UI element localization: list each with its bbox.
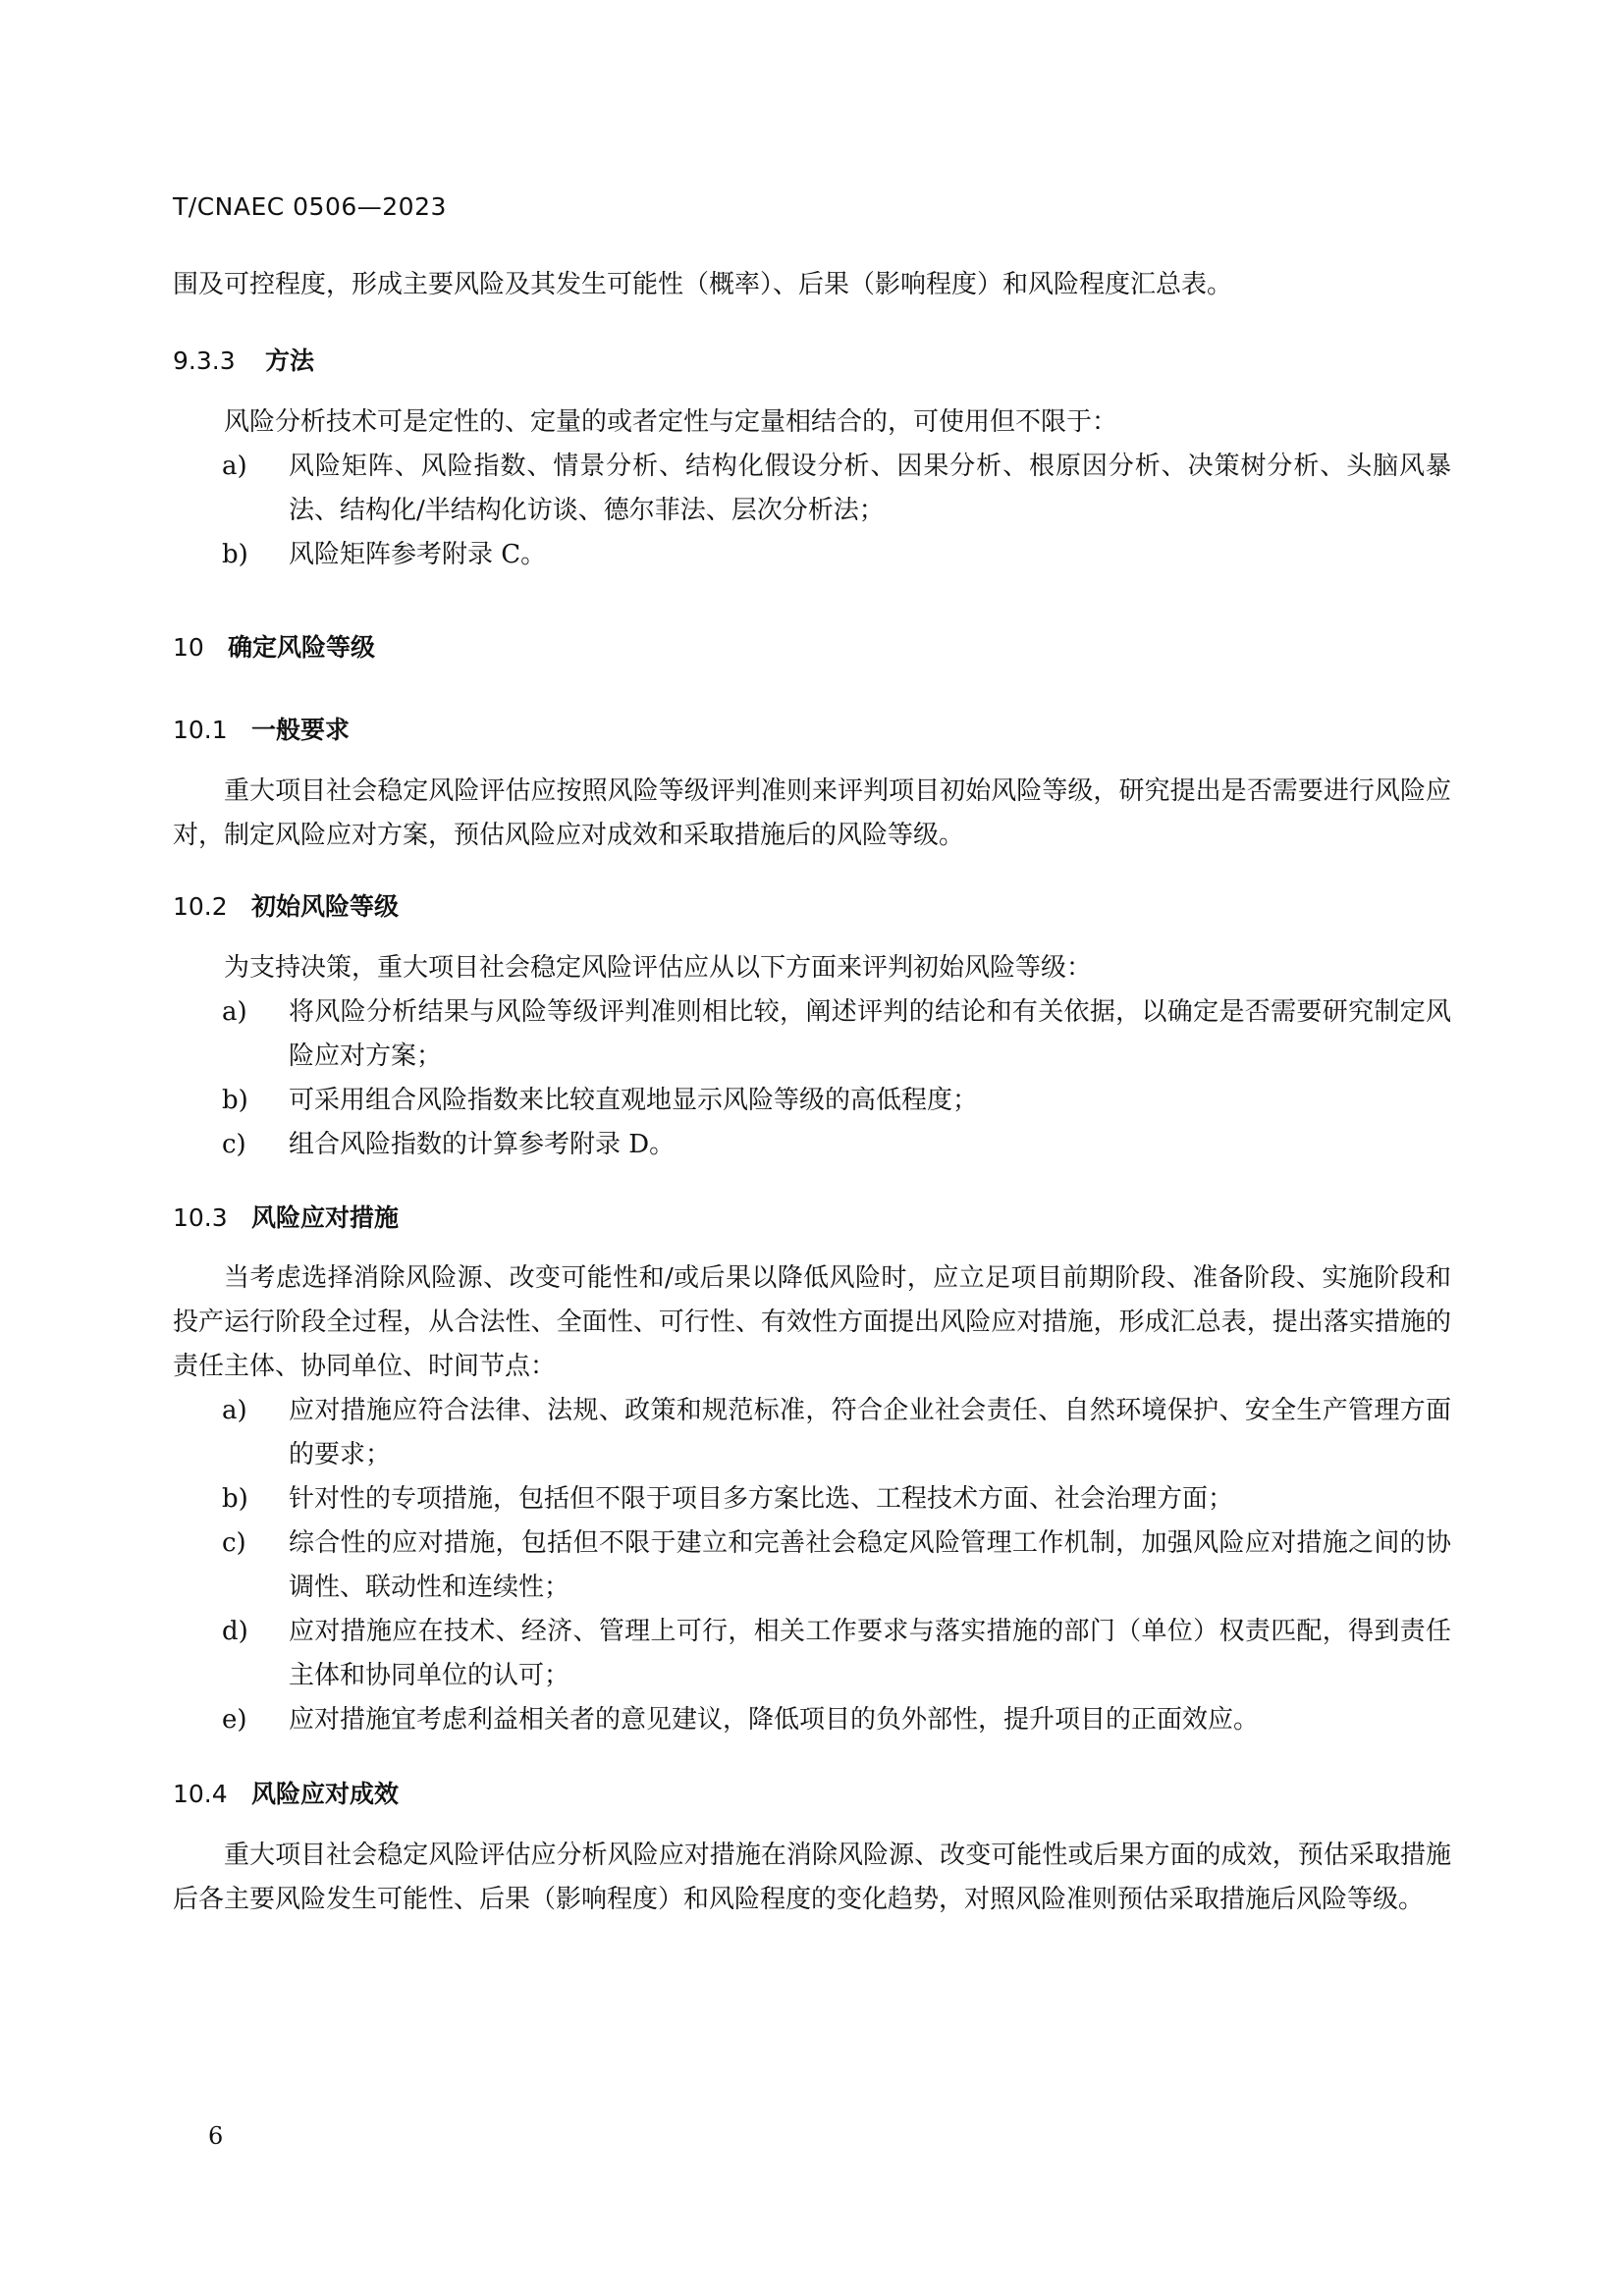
page-number: 6	[208, 2122, 224, 2150]
section-number: 10.4	[173, 1780, 228, 1808]
list-marker: c)	[222, 1528, 246, 1558]
section-number: 9.3.3	[173, 347, 236, 375]
list-item	[222, 1610, 1451, 1698]
list-item	[222, 1477, 1451, 1522]
section-title: 风险应对措施	[251, 1203, 400, 1232]
list-item	[222, 1079, 1451, 1123]
list-item	[222, 1522, 1451, 1610]
list-item-text: 综合性的应对措施，包括但不限于建立和完善社会稳定风险管理工作机制，加强风险应对措施之间的协调性、联动性和连续性；	[289, 1528, 1451, 1602]
paragraph-10-2-intro: 为支持决策，重大项目社会稳定风险评估应从以下方面来评判初始风险等级：	[224, 953, 1093, 983]
list-item-text: 应对措施应符合法律、法规、政策和规范标准，符合企业社会责任、自然环境保护、安全生产管理方面的要求；	[289, 1396, 1451, 1469]
list-marker: d)	[222, 1617, 248, 1646]
list-item-text: 风险矩阵参考附录 C。	[289, 540, 547, 569]
section-number: 10.3	[173, 1203, 228, 1232]
list-item	[222, 1123, 1451, 1167]
section-title: 方法	[265, 347, 315, 375]
heading-10-2	[173, 887, 399, 923]
section-number: 10.2	[173, 892, 228, 921]
list-marker: a)	[222, 997, 247, 1027]
paragraph-10-4: 重大项目社会稳定风险评估应分析风险应对措施在消除风险源、改变可能性或后果方面的成效，预估采取措施后各主要风险发生可能性、后果（影响程度）和风险程度的变化趋势，对照风险准则预估采取措施后风险等级。	[173, 1841, 1451, 1914]
list-marker: b)	[222, 1484, 248, 1514]
list-item-text: 风险矩阵、风险指数、情景分析、结构化假设分析、因果分析、根原因分析、决策树分析、头脑风暴法、结构化/半结构化访谈、德尔菲法、层次分析法；	[289, 452, 1451, 525]
heading-10-3	[173, 1199, 399, 1234]
list-item	[222, 990, 1451, 1079]
list-item-text: 针对性的专项措施，包括但不限于项目多方案比选、工程技术方面、社会治理方面；	[289, 1484, 1234, 1514]
paragraph-9-3-3-intro: 风险分析技术可是定性的、定量的或者定性与定量相结合的，可使用但不限于：	[224, 407, 1118, 437]
list-item-text: 可采用组合风险指数来比较直观地显示风险等级的高低程度；	[289, 1086, 979, 1115]
paragraph-10-3-intro: 当考虑选择消除风险源、改变可能性和/或后果以降低风险时，应立足项目前期阶段、准备阶段、实施阶段和投产运行阶段全过程，从合法性、全面性、可行性、有效性方面提出风险应对措施，形成汇总表，提出落实措施的责任主体、协同单位、时间节点：	[173, 1263, 1451, 1381]
list-item	[222, 1389, 1451, 1477]
section-number: 10	[173, 633, 204, 662]
section-title: 风险应对成效	[251, 1780, 400, 1808]
heading-9-3-3	[173, 342, 314, 377]
heading-10	[173, 628, 375, 664]
standard-number: T/CNAEC 0506—2023	[173, 192, 447, 221]
paragraph-10-1: 重大项目社会稳定风险评估应按照风险等级评判准则来评判项目初始风险等级，研究提出是否需要进行风险应对，制定风险应对方案，预估风险应对成效和采取措施后的风险等级。	[173, 776, 1451, 850]
section-title: 初始风险等级	[251, 892, 400, 921]
continuation-paragraph: 围及可控程度，形成主要风险及其发生可能性（概率）、后果（影响程度）和风险程度汇总表。	[173, 270, 1233, 299]
heading-10-1	[173, 711, 350, 746]
list-marker: a)	[222, 452, 247, 481]
section-number: 10.1	[173, 716, 228, 744]
list-marker: a)	[222, 1396, 247, 1425]
list-item	[222, 1698, 1451, 1742]
list-marker: e)	[222, 1705, 247, 1735]
list-item-text: 应对措施应在技术、经济、管理上可行，相关工作要求与落实措施的部门（单位）权责匹配，得到责任主体和协同单位的认可；	[289, 1617, 1451, 1690]
list-item-text: 应对措施宜考虑利益相关者的意见建议，降低项目的负外部性，提升项目的正面效应。	[289, 1705, 1260, 1735]
list-marker: c)	[222, 1130, 246, 1159]
section-title: 一般要求	[251, 716, 351, 744]
list-item	[222, 533, 1451, 577]
list-marker: b)	[222, 540, 248, 569]
heading-10-4	[173, 1775, 399, 1810]
list-item-text: 将风险分析结果与风险等级评判准则相比较，阐述评判的结论和有关依据，以确定是否需要研究制定风险应对方案；	[289, 997, 1451, 1071]
list-item-text: 组合风险指数的计算参考附录 D。	[289, 1130, 676, 1159]
list-item	[222, 445, 1451, 533]
section-title: 确定风险等级	[228, 633, 376, 662]
list-marker: b)	[222, 1086, 248, 1115]
